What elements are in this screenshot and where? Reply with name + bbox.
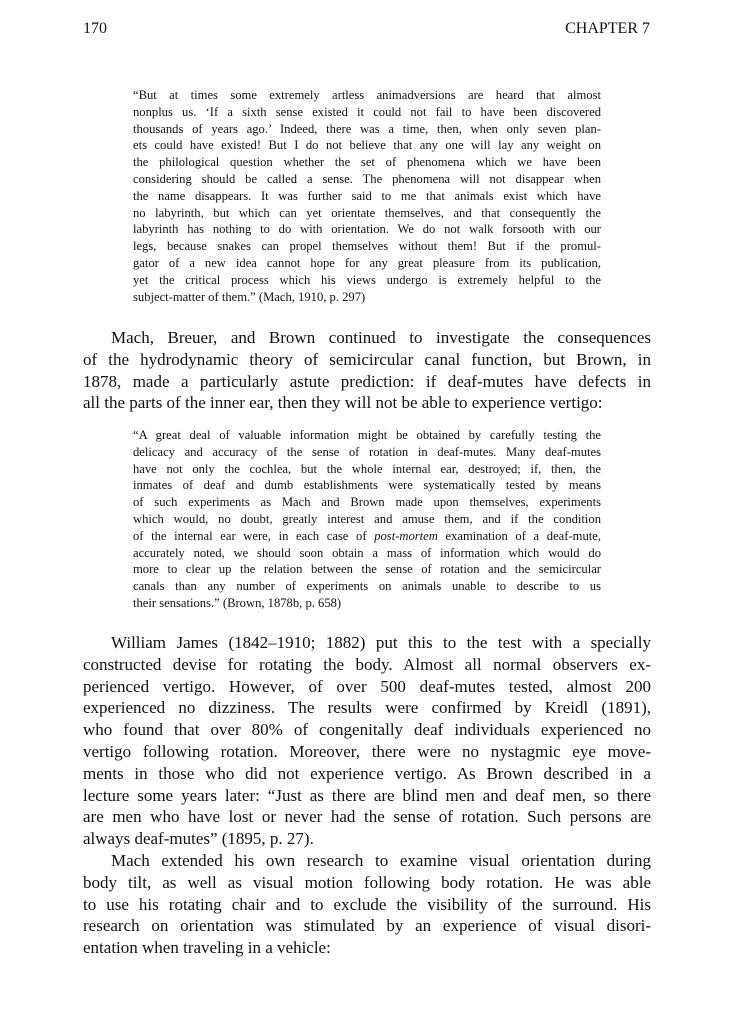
text-line: are men who have lost or never had the sense of rotation. Such persons are	[83, 807, 651, 827]
text-line: no labyrinth, but which can yet orientate themselves, and that consequently the	[133, 205, 601, 220]
text-line: “A great deal of valuable information might be obtained by carefully testing the	[133, 428, 601, 442]
text-line: delicacy and accuracy of the sense of rotation in deaf-mutes. Many deaf-mutes	[133, 444, 601, 459]
block-quote-mach	[133, 87, 601, 305]
text-line: constructed devise for rotating the body. Almost all normal observers ex-	[83, 654, 651, 674]
page-number: 170	[83, 20, 107, 37]
text-line: labyrinth has nothing to do with orientation. We do not walk forsooth with our	[133, 222, 601, 237]
text-line: always deaf-mutes” (1895, p. 27).	[83, 829, 314, 849]
text-line: lecture some years later: “Just as there are blind men and deaf men, so there	[83, 785, 651, 805]
text-line: the name disappears. It was further said to me that animals exist which have	[133, 188, 601, 203]
text-line: “But at times some extremely artless animadversions are heard that almost	[133, 88, 601, 102]
text-line: of such experiments as Mach and Brown made upon themselves, experiments	[133, 495, 601, 510]
text-line: vertigo following rotation. Moreover, there were no nystagmic eye move-	[83, 741, 651, 761]
text-line: legs, because snakes can propel themselves without them! But if the promul-	[133, 239, 601, 254]
text-line: Mach extended his own research to examine visual orientation during	[111, 850, 651, 870]
text-line: the philological question whether the set of phenomena which we have been	[133, 155, 601, 170]
text-line: of the hydrodynamic theory of semicircular canal function, but Brown, in	[83, 349, 651, 369]
text-line: ments in those who did not experience vertigo. As Brown described in a	[83, 763, 651, 783]
text-line: canals than any number of experiments on animals unable to describe to us	[133, 579, 601, 594]
text-line: their sensations.” (Brown, 1878b, p. 658)	[133, 595, 342, 610]
text-line: considering should be called a sense. The phenomena will not disappear when	[133, 171, 601, 186]
text-line: yet the critical process which his views undergo is extremely helpful to the	[133, 272, 601, 287]
text-line: to use his rotating chair and to exclude the visibility of the surround. His	[83, 894, 651, 914]
running-header-chapter: CHAPTER 7	[565, 20, 650, 37]
text-line: who found that over 80% of congenitally deaf individuals experienced no	[83, 720, 651, 740]
text-line: body tilt, as well as visual motion following body rotation. He was able	[83, 872, 651, 892]
block-quote-brown	[133, 427, 601, 612]
text-line: gator of a new idea cannot hope for any great pleasure from its publication,	[133, 255, 601, 270]
text-line: inmates of deaf and dumb establishments were systematically tested by means	[133, 478, 601, 493]
text-line: thousands of years ago.’ Indeed, there was a time, then, when only seven plan-	[133, 121, 601, 136]
text-line: all the parts of the inner ear, then they will not be able to experience vertigo:	[83, 393, 603, 413]
text-line: experienced no dizziness. The results were confirmed by Kreidl (1891),	[83, 698, 651, 718]
text-line: 1878, made a particularly astute prediction: if deaf-mutes have defects in	[83, 371, 651, 391]
paragraph-brown-prediction	[83, 327, 651, 414]
text-line: accurately noted, we should soon obtain a mass of information which would do	[133, 545, 601, 560]
text-line: more to clear up the relation between the sense of rotation and the semicircular	[133, 562, 601, 577]
text-line: entation when traveling in a vehicle:	[83, 938, 331, 958]
text-line: nonplus us. ‘If a sixth sense existed it could not fail to have been discovered	[133, 104, 601, 119]
italic-term: post-mortem	[374, 528, 438, 543]
text-line: William James (1842–1910; 1882) put this to the test with a specially	[111, 633, 651, 652]
text-line: which would, no doubt, greatly interest and amuse them, and if the condition	[133, 511, 601, 526]
text-line: research on orientation was stimulated by an experience of visual disori-	[83, 916, 651, 936]
text-line: subject-matter of them.” (Mach, 1910, p. 297)	[133, 289, 366, 304]
text-line: have not only the cochlea, but the whole internal ear, destroyed; if, then, the	[133, 461, 601, 476]
text-line: perienced vertigo. However, of over 500 deaf-mutes tested, almost 200	[83, 676, 651, 696]
paragraph-william-james	[83, 632, 651, 959]
text-line: of the internal ear were, in each case of post-mortem examination of a deaf-mute,	[133, 528, 601, 543]
text-line: ets could have existed! But I do not believe that any one will lay any weight on	[133, 138, 601, 153]
text-line: Mach, Breuer, and Brown continued to investigate the consequences	[111, 328, 651, 347]
